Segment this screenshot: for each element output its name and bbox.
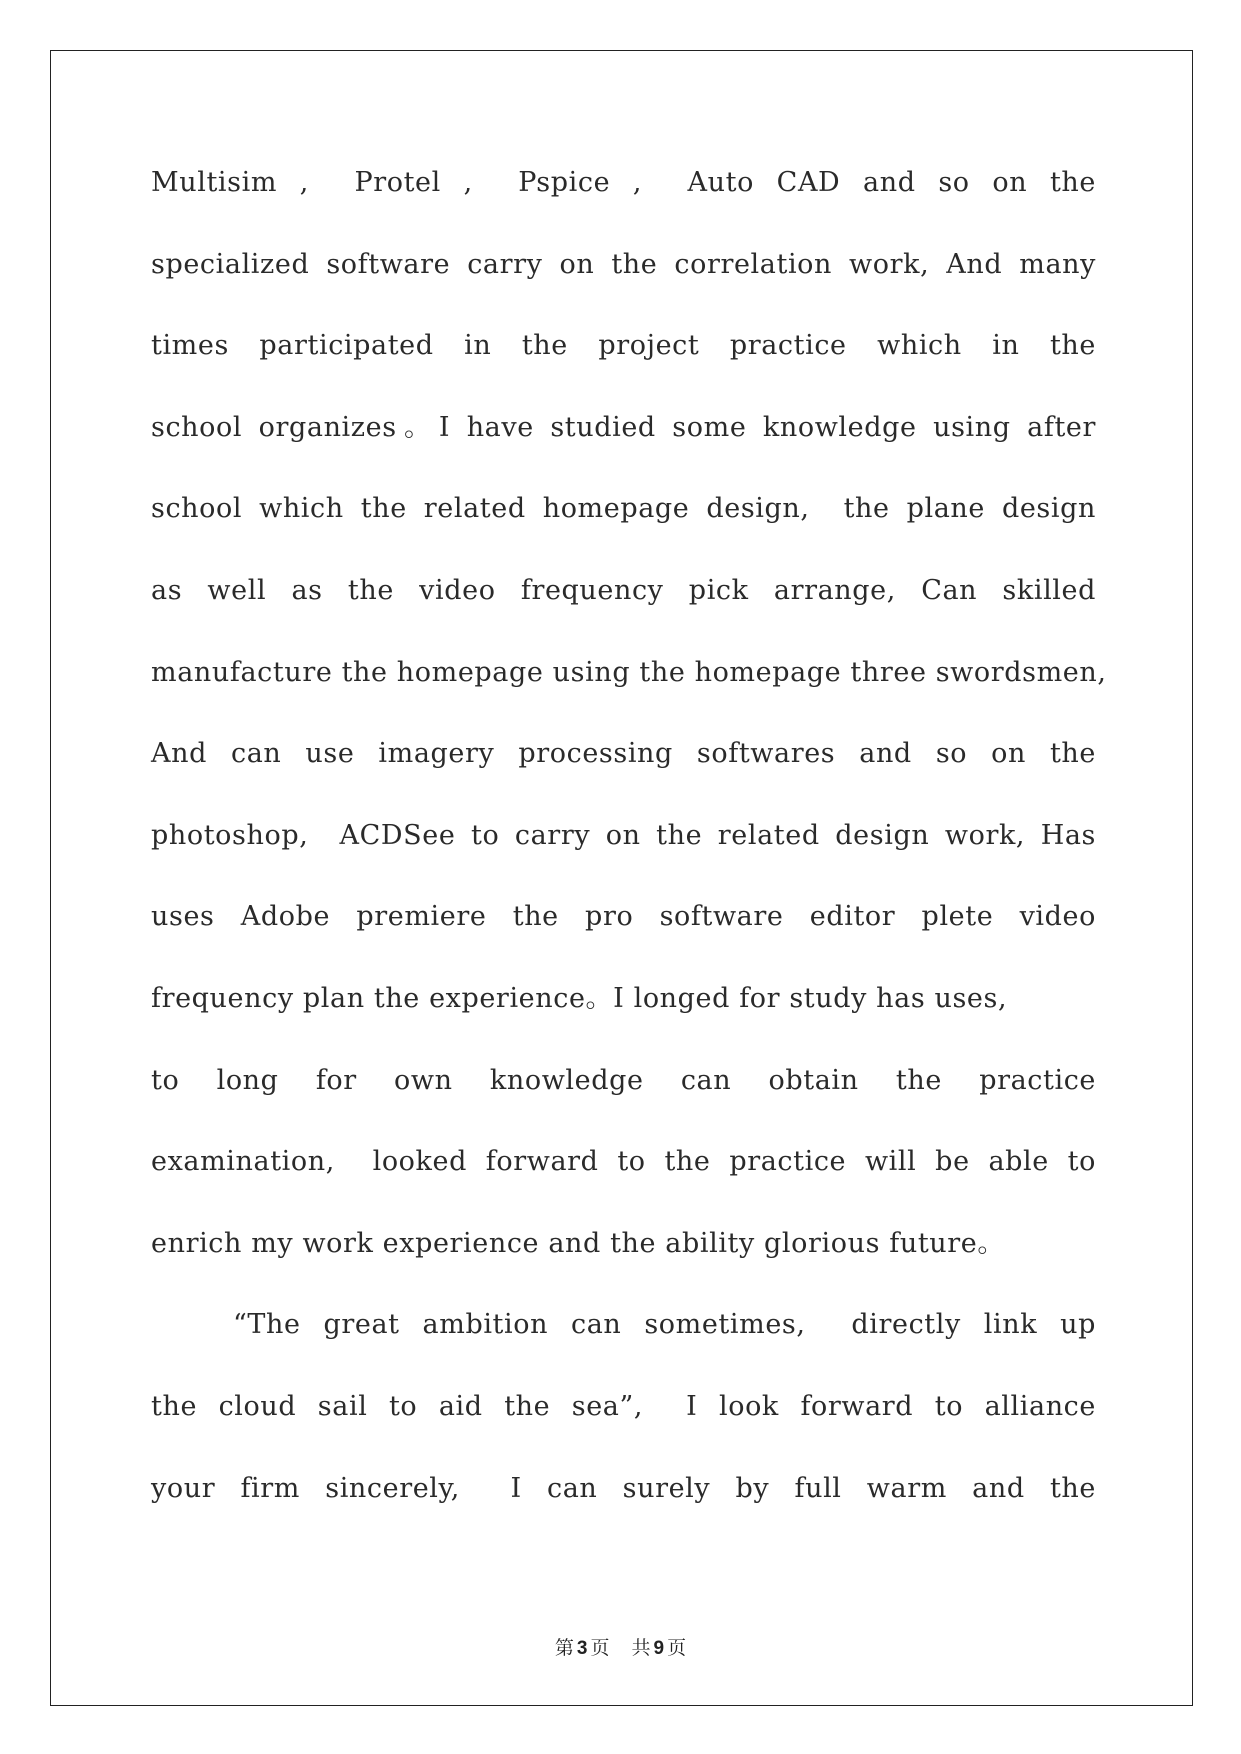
text-line: examination, looked forward to the practice will be able to — [151, 1146, 1096, 1178]
text-line: enrich my work experience and the ability glorious future。 — [151, 1227, 1005, 1259]
text-line: Multisim , Protel , Pspice , Auto CAD and so on the — [151, 167, 1096, 198]
total-suffix: 页 — [667, 1637, 687, 1659]
page-prefix: 第 — [554, 1637, 574, 1659]
total-pages: 9 — [653, 1638, 665, 1659]
text-line: to long for own knowledge can obtain the practice — [151, 1064, 1096, 1096]
text-line-indented: “The great ambition can sometimes, directly link up — [233, 1309, 1096, 1341]
text-line: And can use imagery processing softwares and so on the — [151, 738, 1096, 770]
text-line: frequency plan the experience。I longed for study has uses, — [151, 982, 1008, 1014]
text-line: photoshop, ACDSee to carry on the related design work, Has — [151, 819, 1096, 851]
document-body — [151, 163, 1107, 1550]
total-prefix: 共 — [631, 1637, 651, 1659]
text-line: manufacture the homepage using the homepage three swordsmen, — [151, 656, 1107, 688]
page-number: 3 — [576, 1638, 588, 1659]
text-line: times participated in the project practice which in the — [151, 330, 1096, 362]
text-line: school which the related homepage design, the plane design — [151, 493, 1096, 525]
text-line: your firm sincerely, I can surely by full warm and the — [151, 1472, 1096, 1504]
page-suffix: 页 — [590, 1637, 610, 1659]
text-line: specialized software carry on the correlation work, And many — [151, 248, 1096, 280]
text-line: as well as the video frequency pick arrange, Can skilled — [151, 574, 1096, 606]
text-line: uses Adobe premiere the pro software editor plete video — [151, 901, 1096, 933]
page-footer — [0, 1633, 1241, 1660]
text-line: the cloud sail to aid the sea”, I look forward to alliance — [151, 1390, 1096, 1422]
text-line: school organizes。I have studied some knowledge using after — [151, 411, 1096, 443]
